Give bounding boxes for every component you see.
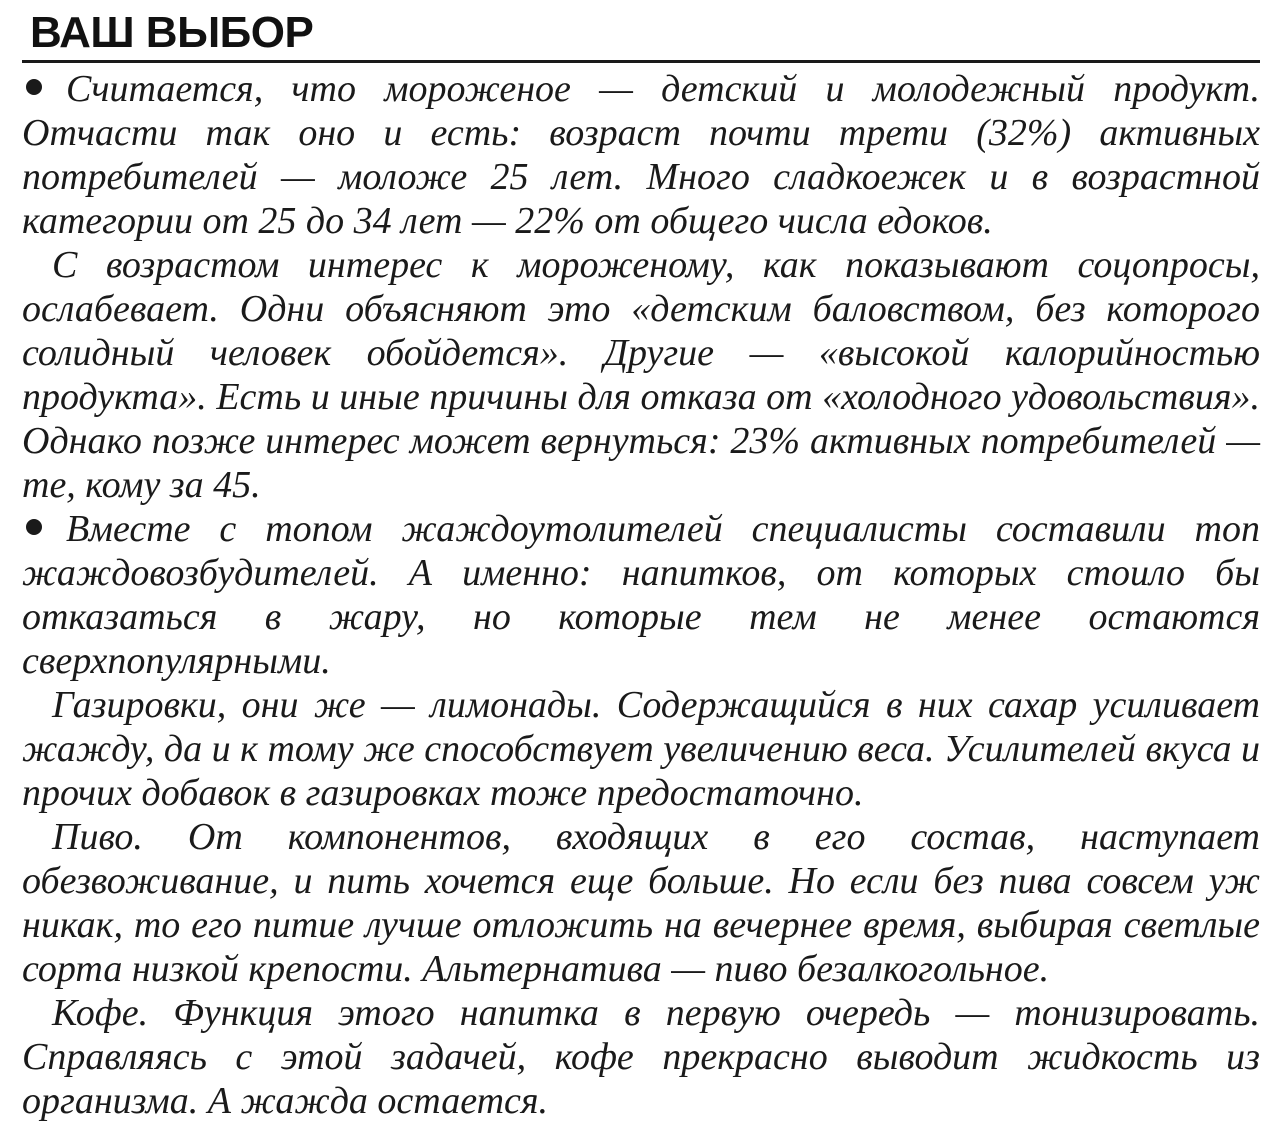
article-heading: ВАШ ВЫБОР [30,8,314,57]
paragraph-text: Газировки, они же — лимонады. Содержащийся в них сахар усиливает жажду, да и к тому же способствует увеличению веса. Усилителей вкуса и прочих добавок в газировках тоже предостаточно. [22,684,1260,814]
paragraph-text: Пиво. От компонентов, входящих в его состав, наступает обезвоживание, и пить хочется еще больше. Но если без пива совсем уж никак, то его питие лучше отложить на вечернее время, выбирая светлые сорта низкой крепости. Альтернатива — пиво безалкогольное. [22,816,1260,990]
article [22,6,1260,1123]
heading-divider [22,60,1260,63]
article-body [22,67,1260,1123]
paragraph-ice-cream-age [22,67,1260,243]
paragraph-text: С возрастом интерес к мороженому, как показывают соцопросы, ослабевает. Одни объясняют это «детским баловством, без которого солидный человек обойдется». Другие — «высокой калорийностью продукта». Есть и иные причины для отказа от «холодного удовольствия». Однако позже интерес может вернуться: 23% активных потребителей — те, кому за 45. [22,244,1260,506]
paragraph-thirst-drinks [22,507,1260,683]
bullet-icon [26,519,42,535]
paragraph-text: Считается, что мороженое — детский и молодежный продукт. Отчасти так оно и есть: возраст почти трети (32%) активных потребителей — моложе 25 лет. Много сладкоежек и в возрастной категории от 25 до 34 лет — 22% от общего числа едоков. [22,68,1260,242]
bullet-icon [26,79,42,95]
paragraph-interest-decline [22,243,1260,507]
paragraph-soda [22,683,1260,815]
paragraph-text: Вместе с топом жаждоутолителей специалисты составили топ жаждовозбудителей. А именно: напитков, от которых стоило бы отказаться в жару, но которые тем не менее остаются сверхпопулярными. [22,508,1260,682]
paragraph-coffee [22,991,1260,1123]
paragraph-text: Кофе. Функция этого напитка в первую очередь — тонизировать. Справляясь с этой задачей, кофе прекрасно выводит жидкость из организма. А жажда остается. [22,992,1260,1122]
paragraph-beer [22,815,1260,991]
